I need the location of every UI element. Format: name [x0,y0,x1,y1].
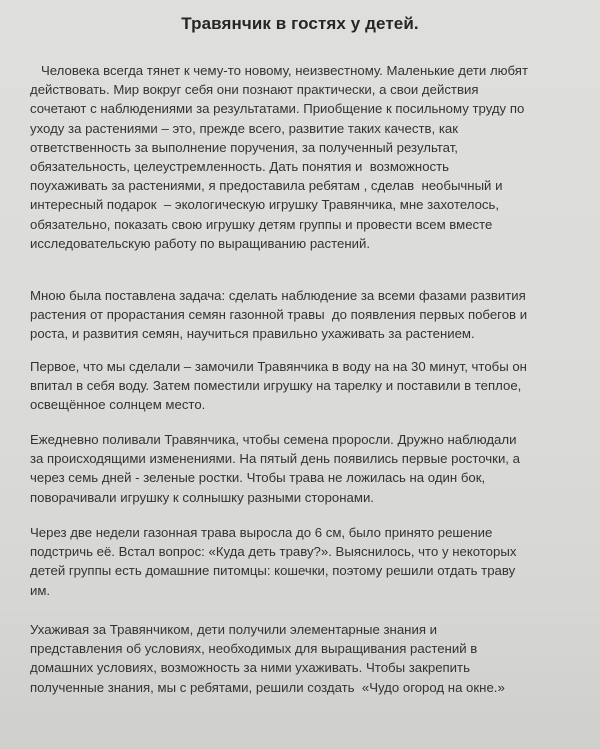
text-line: интересный подарок – экологическую игрушку Травянчика, мне захотелось, [30,197,500,213]
text-line: через семь дней - зеленые ростки. Чтобы трава не ложилась на один бок, [30,470,486,486]
paragraph-conclusion [30,620,592,697]
text-line: сочетают с наблюдениями за результатами. Приобщение к посильному труду по [30,101,525,117]
text-line: ответственность за выполнение поручения, за полученный результат, [30,139,458,155]
paragraph-intro [30,61,592,253]
text-line: Через две недели газонная трава выросла до 6 см, было принято решение [30,525,493,540]
document-title: Травянчик в гостях у детей. [181,14,419,33]
text-line: впитал в себя воду. Затем поместили игрушку на тарелку и поставили в теплое, [30,378,522,394]
text-line: исследовательскую работу по выращиванию растений. [30,235,371,251]
text-line: подстричь её. Встал вопрос: «Куда деть траву?». Выяснилось, что у некоторых [30,544,517,560]
text-line: им. [30,582,51,598]
text-line: за происходящими изменениями. На пятый день появились первые росточки, а [30,451,520,467]
text-line: поухаживать за растениями, я предоставила ребятам , сделав необычный и [30,178,503,194]
paragraph-daily-care [30,430,592,507]
text-line: растения от прорастания семян газонной травы до появления первых побегов и [30,307,528,323]
text-line: освещённое солнцем место. [30,397,206,413]
text-line: обязательно, показать свою игрушку детям группы и провести всем вместе [30,216,493,232]
paragraph-first-step [30,357,592,415]
text-line: обязательность, целеустремленность. Дать понятия и возможность [30,159,450,175]
text-line: домашних условиях, возможность за ними ухаживать. Чтобы закрепить [30,660,470,676]
text-line: Человека всегда тянет к чему-то новому, неизвестному. Маленькие дети любят [30,63,528,78]
text-line: Ежедневно поливали Травянчика, чтобы семена проросли. Дружно наблюдали [30,432,517,447]
text-line: представления об условиях, необходимых для выращивания растений в [30,641,478,657]
text-line: Первое, что мы сделали – замочили Травянчика в воду на на 30 минут, чтобы он [30,359,527,374]
paragraph-two-weeks [30,523,592,600]
text-line: полученные знания, мы с ребятами, решили создать «Чудо огород на окне.» [30,679,505,695]
text-line: уходу за растениями – это, прежде всего, развитие таких качеств, как [30,120,458,136]
paragraph-task [30,286,592,344]
text-line: Мною была поставлена задача: сделать наблюдение за всеми фазами развития [30,288,526,303]
text-line: Ухаживая за Травянчиком, дети получили элементарные знания и [30,622,437,637]
text-line: действовать. Мир вокруг себя они познают практически, а свои действия [30,82,479,98]
text-line: поворачивали игрушку к солнышку разными сторонами. [30,489,374,505]
text-line: роста, и развития семян, научиться правильно ухаживать за растением. [30,326,475,342]
text-line: детей группы есть домашние питомцы: кошечки, поэтому решили отдать траву [30,563,516,579]
